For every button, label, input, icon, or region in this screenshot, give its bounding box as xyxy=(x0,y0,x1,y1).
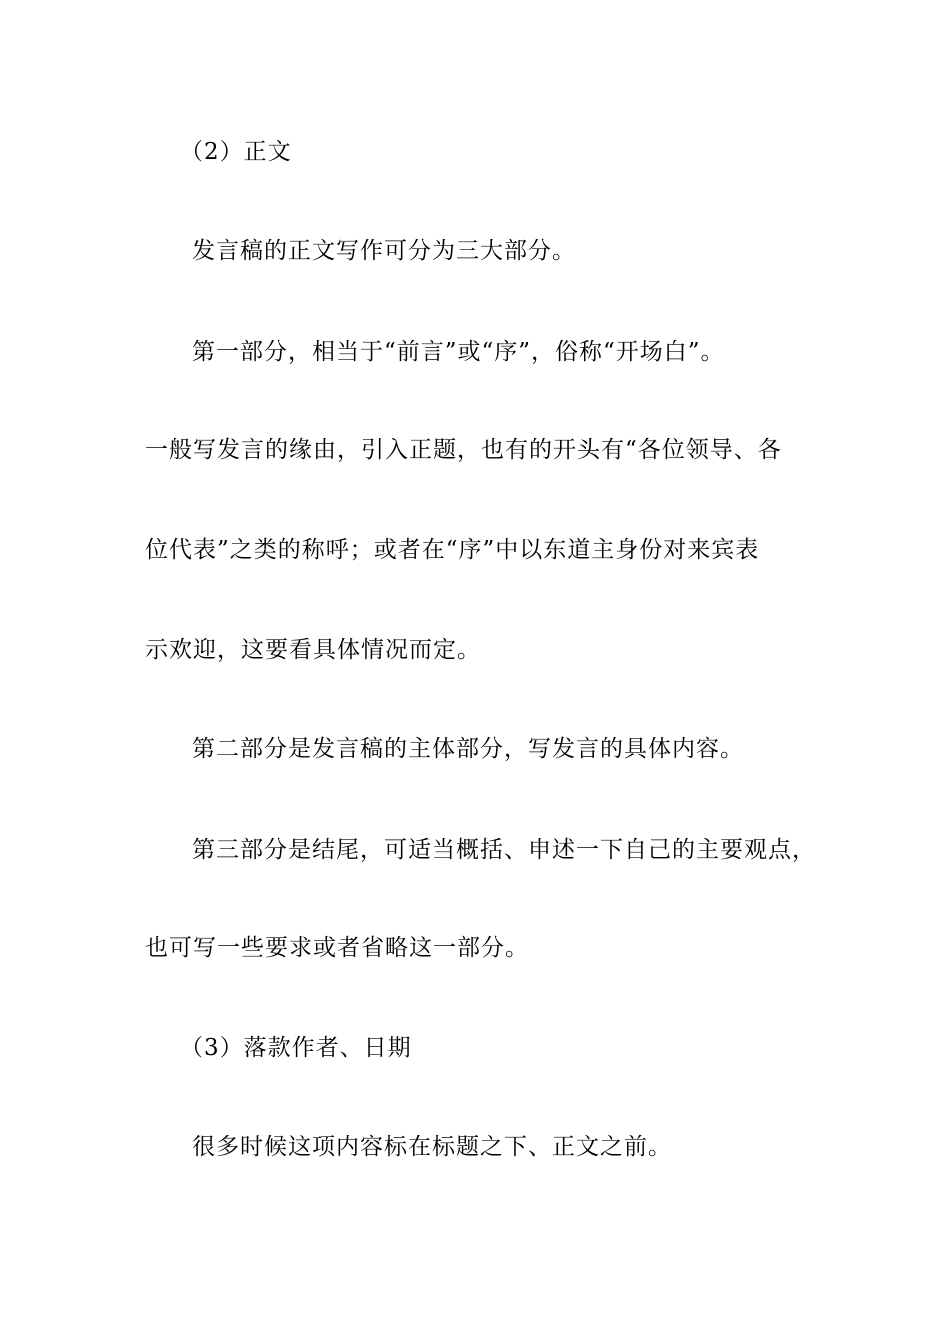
section-heading-signature: （3）落款作者、日期 xyxy=(180,1035,412,1061)
paragraph-part-three-line-2: 也可写一些要求或者省略这一部分。 xyxy=(145,935,529,961)
paragraph-part-two: 第二部分是发言稿的主体部分，写发言的具体内容。 xyxy=(192,736,744,762)
paragraph-part-one-line-3: 位代表”之类的称呼；或者在“序”中以东道主身份对来宾表 xyxy=(145,537,760,563)
section-heading-body: （2）正文 xyxy=(180,139,292,165)
paragraph-part-one-line-4: 示欢迎，这要看具体情况而定。 xyxy=(145,637,481,663)
paragraph-signature: 很多时候这项内容标在标题之下、正文之前。 xyxy=(192,1134,672,1160)
paragraph-part-three-line-1: 第三部分是结尾，可适当概括、申述一下自己的主要观点， xyxy=(192,837,816,863)
paragraph-intro: 发言稿的正文写作可分为三大部分。 xyxy=(192,238,576,264)
paragraph-part-one-line-2: 一般写发言的缘由，引入正题，也有的开头有“各位领导、各 xyxy=(145,437,782,463)
paragraph-part-one-line-1: 第一部分，相当于“前言”或“序”，俗称“开场白”。 xyxy=(192,339,725,365)
